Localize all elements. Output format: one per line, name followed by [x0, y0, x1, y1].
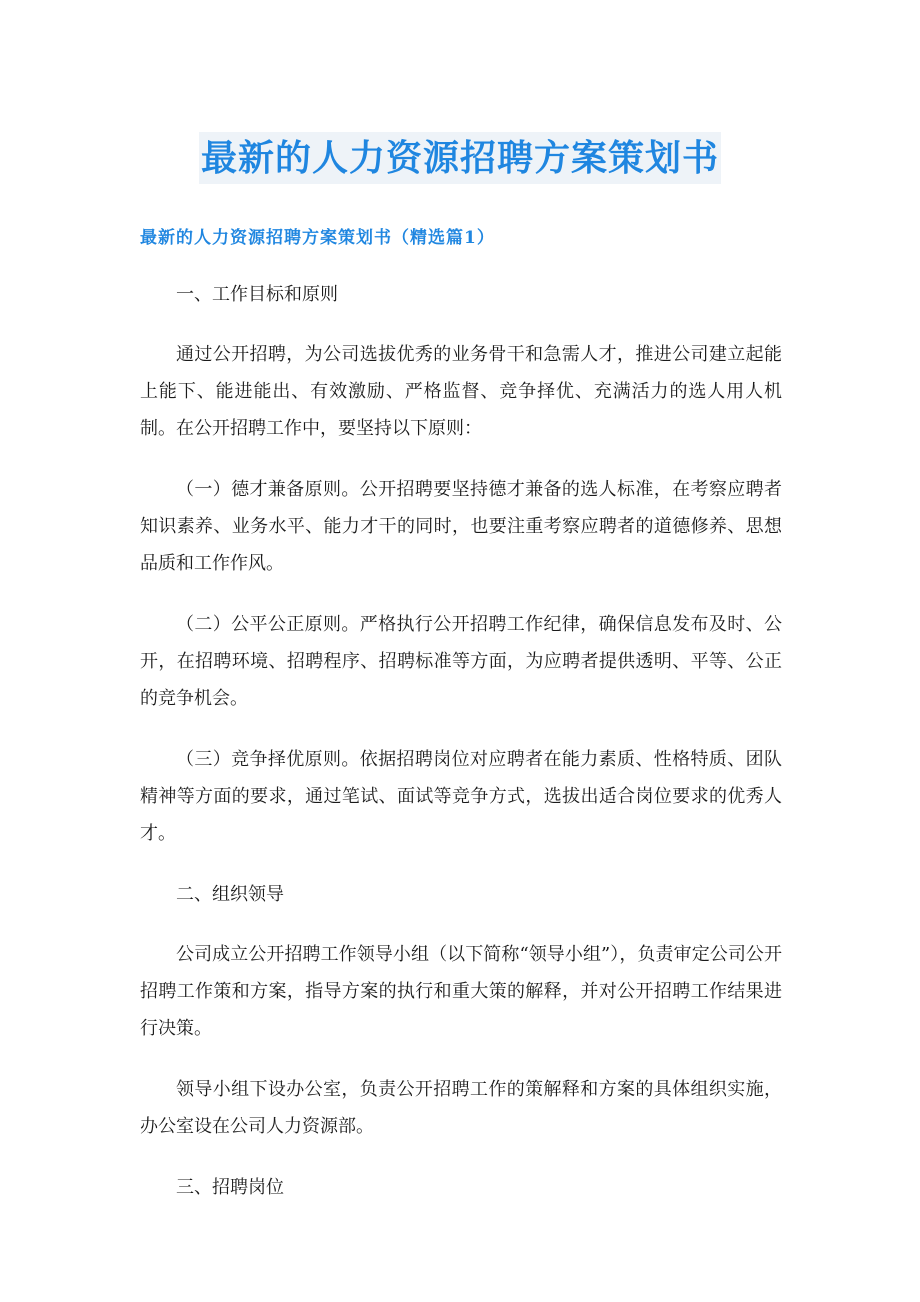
document-title: [0, 132, 920, 185]
document-title-text: 最新的人力资源招聘方案策划书: [199, 132, 721, 184]
heading-work-goals: 一、工作目标和原则: [176, 284, 338, 305]
paragraph-principle-3: （三）竞争择优原则。依据招聘岗位对应聘者在能力素质、性格特质、团队精神等方面的要求，通过笔试、面试等竞争方式，选拔出适合岗位要求的优秀人才。: [140, 749, 782, 844]
paragraph-principle-1: （一）德才兼备原则。公开招聘要坚持德才兼备的选人标准，在考察应聘者知识素养、业务水平、能力才干的同时，也要注重考察应聘者的道德修养、思想品质和工作作风。: [140, 479, 782, 574]
section-heading: 最新的人力资源招聘方案策划书（精选篇1）: [140, 228, 495, 248]
document-body: [140, 276, 782, 1229]
paragraph-intro: 通过公开招聘，为公司选拔优秀的业务骨干和急需人才，推进公司建立起能上能下、能进能出、有效激励、严格监督、竞争择优、充满活力的选人用人机制。在公开招聘工作中，要坚持以下原则：: [140, 344, 782, 439]
heading-organization: 二、组织领导: [176, 884, 284, 905]
paragraph-leadership-group: 公司成立公开招聘工作领导小组（以下简称“领导小组”），负责审定公司公开招聘工作策和方案，指导方案的执行和重大策的解释，并对公开招聘工作结果进行决策。: [140, 944, 782, 1039]
heading-positions: 三、招聘岗位: [176, 1177, 284, 1198]
paragraph-office: 领导小组下设办公室，负责公开招聘工作的策解释和方案的具体组织实施，办公室设在公司人力资源部。: [140, 1079, 782, 1137]
paragraph-principle-2: （二）公平公正原则。严格执行公开招聘工作纪律，确保信息发布及时、公开，在招聘环境、招聘程序、招聘标准等方面，为应聘者提供透明、平等、公正的竞争机会。: [140, 614, 782, 709]
